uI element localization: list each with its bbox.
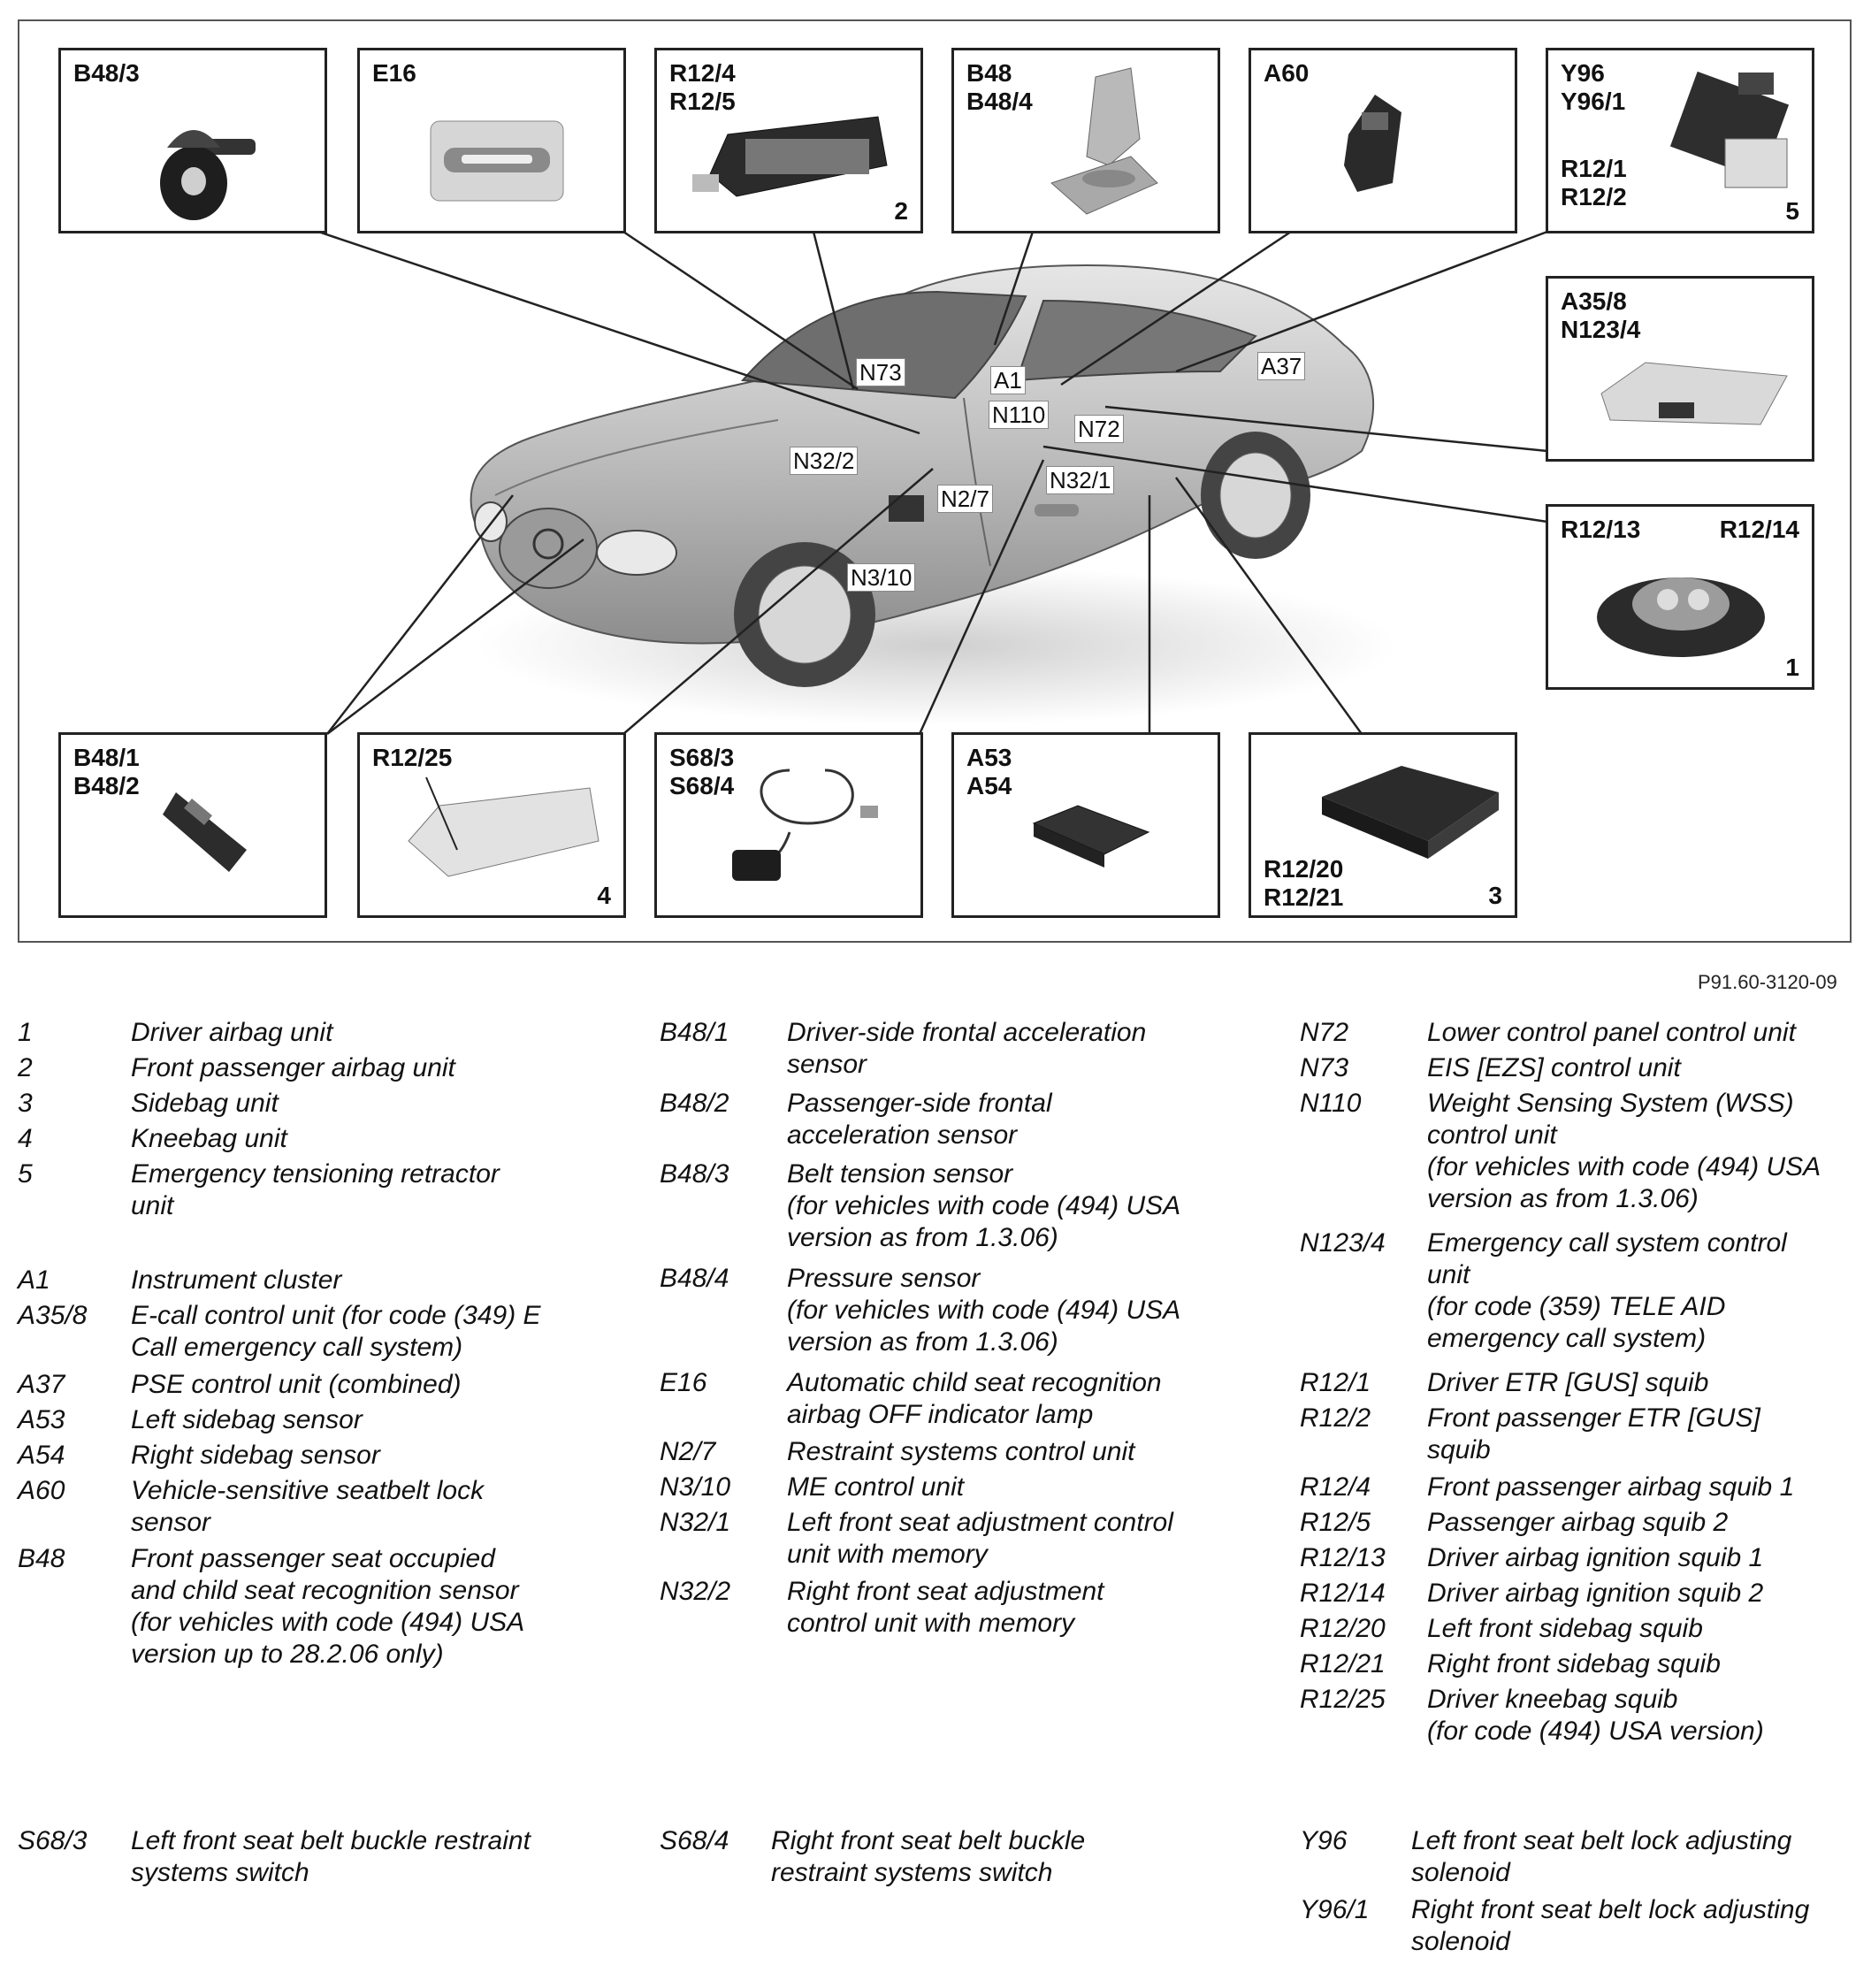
legend-description: Left front seat belt buckle restraint systems switch: [131, 1826, 531, 1887]
legend-description: Passenger airbag squib 2: [1427, 1508, 1729, 1537]
part-box-a60: [1249, 48, 1517, 233]
legend-description: Right front seat belt lock adjusting solenoid: [1411, 1895, 1810, 1956]
legend-description: Driver kneebag squib (for code (494) USA version): [1427, 1685, 1764, 1746]
legend-description: Belt tension sensor (for vehicles with code (494) USA version as from 1.3.06): [787, 1159, 1181, 1252]
car-label-n110: N110: [989, 401, 1049, 429]
part-code: A60: [1264, 59, 1310, 87]
part-code: A35/8 N123/4: [1561, 287, 1641, 343]
legend-description: Pressure sensor (for vehicles with code (494) USA version as from 1.3.06): [787, 1264, 1181, 1357]
legend-code: B48/3: [660, 1159, 729, 1189]
legend-description: Lower control panel control unit: [1427, 1018, 1796, 1047]
legend-code: R12/14: [1300, 1579, 1386, 1608]
legend-description: Instrument cluster: [131, 1265, 342, 1295]
part-code: A53 A54: [966, 744, 1012, 799]
figure-reference: P91.60-3120-09: [1698, 971, 1837, 993]
part-number: 2: [894, 197, 908, 225]
legend-description: E-call control unit (for code (349) E Call emergency call system): [131, 1301, 541, 1362]
legend-description: Left front seat adjustment control unit with memory: [787, 1508, 1173, 1569]
part-code: R12/4 R12/5: [669, 59, 736, 115]
legend-description: Right front seat adjustment control unit with memory: [787, 1577, 1104, 1638]
legend-code: R12/13: [1300, 1543, 1386, 1572]
legend-description: Weight Sensing System (WSS) control unit (for vehicles with code (494) USA version as from 1.3.06): [1427, 1089, 1821, 1213]
legend-code: 2: [18, 1053, 33, 1082]
ecall-control-unit-image: [1548, 279, 1814, 461]
car-label-n3-10: N3/10: [847, 563, 915, 592]
sidebag-image: [1251, 735, 1516, 917]
legend-description: Automatic child seat recognition airbag OFF indicator lamp: [787, 1368, 1162, 1429]
legend-code: R12/25: [1300, 1685, 1386, 1714]
legend-description: Right front sidebag squib: [1427, 1649, 1721, 1678]
part-box-r12-25: [357, 732, 626, 918]
legend-code: A1: [18, 1265, 50, 1295]
legend-code: R12/20: [1300, 1614, 1386, 1643]
legend-description: Front passenger airbag squib 1: [1427, 1472, 1795, 1502]
part-box-r12-13: [1546, 504, 1814, 690]
part-box-e16: [357, 48, 626, 233]
car-label-a1: A1: [990, 366, 1026, 394]
legend-code: N32/2: [660, 1577, 731, 1606]
part-box-s68-3: [654, 732, 923, 918]
legend-code: 5: [18, 1159, 33, 1189]
legend-code: N32/1: [660, 1508, 731, 1537]
part-box-y96: [1546, 48, 1814, 233]
legend-code: N2/7: [660, 1437, 716, 1466]
passenger-airbag-image: [657, 50, 922, 233]
sidebag-sensor-image: [954, 735, 1219, 917]
legend-description: Left front seat belt lock adjusting solenoid: [1411, 1826, 1792, 1887]
legend-code: B48: [18, 1544, 65, 1573]
legend-code: B48/4: [660, 1264, 729, 1293]
legend-code: A37: [18, 1370, 65, 1399]
part-code: B48 B48/4: [966, 59, 1033, 115]
legend-code: 4: [18, 1124, 33, 1153]
car-label-a37: A37: [1257, 352, 1305, 380]
legend-code: N110: [1300, 1089, 1362, 1118]
legend-description: Driver airbag unit: [131, 1018, 333, 1047]
legend-code: R12/21: [1300, 1649, 1386, 1678]
part-box-b48: [951, 48, 1220, 233]
legend-description: Right sidebag sensor: [131, 1441, 380, 1470]
legend-description: Driver-side frontal acceleration sensor: [787, 1018, 1147, 1079]
part-code: S68/3 S68/4: [669, 744, 735, 799]
indicator-lamp-image: [360, 50, 625, 233]
legend-code: E16: [660, 1368, 707, 1397]
legend-description: Emergency call system control unit (for code (359) TELE AID emergency call system): [1427, 1228, 1787, 1353]
legend-description: ME control unit: [787, 1472, 965, 1502]
legend-code: R12/2: [1300, 1403, 1371, 1433]
legend-code: B48/2: [660, 1089, 729, 1118]
legend-code: A54: [18, 1441, 65, 1470]
legend-code: 1: [18, 1018, 33, 1047]
seat-image: [954, 50, 1219, 233]
legend-description: PSE control unit (combined): [131, 1370, 462, 1399]
legend-description: Front passenger ETR [GUS] squib: [1427, 1403, 1760, 1464]
legend-code: Y96: [1300, 1826, 1348, 1855]
legend-code: R12/5: [1300, 1508, 1371, 1537]
legend-code: A60: [18, 1476, 65, 1505]
part-box-r12-4: [654, 48, 923, 233]
car-label-n32-2: N32/2: [790, 447, 858, 475]
part-code: E16: [372, 59, 416, 87]
part-code: B48/3: [73, 59, 140, 87]
legend-description: Passenger-side frontal acceleration sensor: [787, 1089, 1052, 1150]
legend-code: S68/3: [18, 1826, 88, 1855]
legend-code: R12/4: [1300, 1472, 1371, 1502]
legend-description: Restraint systems control unit: [787, 1437, 1135, 1466]
tensioning-retractor-image: [1548, 50, 1814, 233]
legend-code: N73: [1300, 1053, 1349, 1082]
acceleration-sensor-image: [61, 735, 326, 917]
driver-airbag-image: [1548, 507, 1814, 689]
legend-code: N123/4: [1300, 1228, 1386, 1258]
legend-code: A35/8: [18, 1301, 88, 1330]
part-box-b48-1: [58, 732, 327, 918]
seatbelt-lock-sensor-image: [1251, 50, 1516, 233]
legend-code: B48/1: [660, 1018, 729, 1047]
part-box-a35-8: [1546, 276, 1814, 462]
car-label-n2-7: N2/7: [937, 485, 993, 513]
legend-description: Vehicle-sensitive seatbelt lock sensor: [131, 1476, 485, 1537]
part-code: B48/1 B48/2: [73, 744, 140, 799]
part-code: R12/20 R12/21: [1264, 855, 1344, 911]
part-code: R12/13: [1561, 516, 1641, 543]
legend-description: Driver airbag ignition squib 2: [1427, 1579, 1764, 1608]
part-code-right: R12/14: [1719, 516, 1799, 543]
legend-description: Right front seat belt buckle restraint systems switch: [771, 1826, 1086, 1887]
part-box-b48-3: [58, 48, 327, 233]
part-code: R12/25: [372, 744, 453, 771]
legend-code: 3: [18, 1089, 33, 1118]
legend-description: EIS [EZS] control unit: [1427, 1053, 1681, 1082]
legend-code: A53: [18, 1405, 65, 1434]
legend-description: Driver ETR [GUS] squib: [1427, 1368, 1709, 1397]
part-number: 1: [1785, 654, 1799, 681]
legend-code: Y96/1: [1300, 1895, 1370, 1924]
legend-code: R12/1: [1300, 1368, 1371, 1397]
belt-buckle-switch-image: [657, 735, 922, 917]
part-code-bottom: R12/1 R12/2: [1561, 155, 1627, 210]
car-label-n32-1: N32/1: [1046, 466, 1114, 494]
part-code: Y96 Y96/1: [1561, 59, 1626, 115]
legend-code: N3/10: [660, 1472, 731, 1502]
part-box-a53: [951, 732, 1220, 918]
part-box-r12-20: [1249, 732, 1517, 918]
kneebag-image: [360, 735, 625, 917]
legend-description: Driver airbag ignition squib 1: [1427, 1543, 1764, 1572]
part-number: 3: [1488, 882, 1502, 909]
car-label-n72: N72: [1074, 415, 1124, 443]
part-number: 4: [597, 882, 611, 909]
legend-description: Front passenger airbag unit: [131, 1053, 455, 1082]
belt-tension-sensor-image: [61, 50, 326, 233]
legend-code: N72: [1300, 1018, 1349, 1047]
car-label-n73: N73: [856, 358, 905, 386]
part-number: 5: [1785, 197, 1799, 225]
legend-description: Left sidebag sensor: [131, 1405, 363, 1434]
legend-code: S68/4: [660, 1826, 729, 1855]
legend-description: Front passenger seat occupied and child seat recognition sensor (for vehicles with code (494) USA version up to 28.2.06 only): [131, 1544, 525, 1669]
legend-description: Emergency tensioning retractor unit: [131, 1159, 500, 1220]
legend-description: Sidebag unit: [131, 1089, 279, 1118]
legend-description: Left front sidebag squib: [1427, 1614, 1703, 1643]
legend-description: Kneebag unit: [131, 1124, 287, 1153]
